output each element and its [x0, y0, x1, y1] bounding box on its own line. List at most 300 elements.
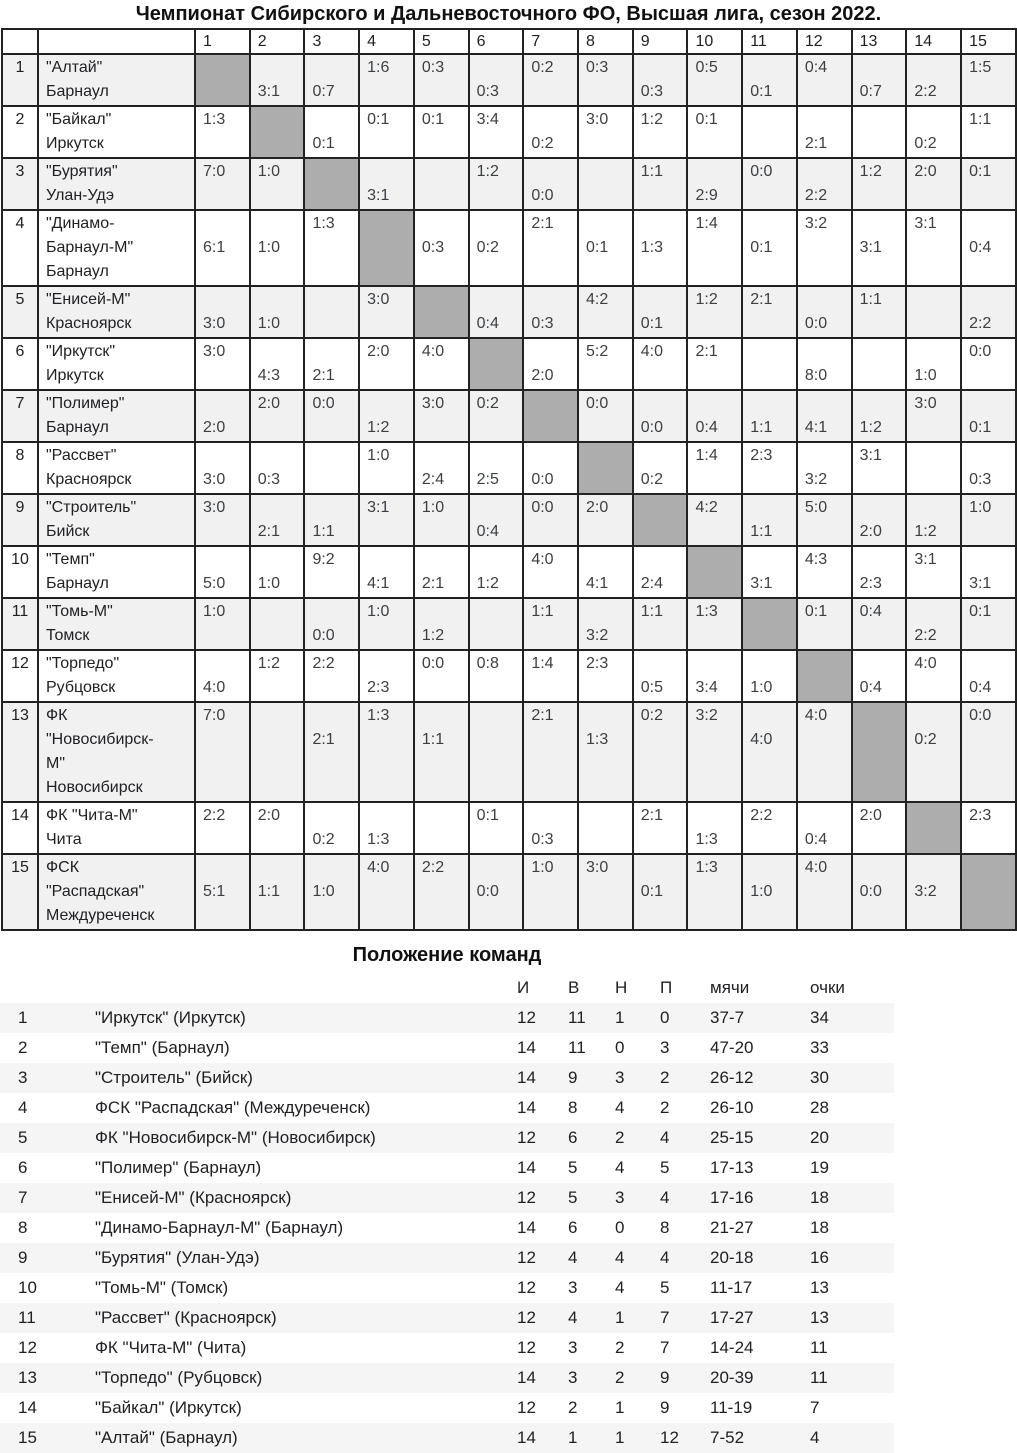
score-line-bottom [477, 416, 523, 440]
score-line-bottom [914, 236, 960, 260]
score-line-bottom: 1:2 [859, 419, 882, 436]
score-line-bottom: 1:2 [476, 575, 499, 592]
score-cell [687, 390, 742, 442]
score-line-bottom [695, 728, 741, 752]
score-line-top [477, 56, 523, 80]
score-line-bottom: 1:2 [914, 523, 937, 540]
standings-row [0, 1363, 894, 1393]
standings-rank: 6 [18, 1158, 28, 1177]
standings-col-points: 28 [810, 1098, 829, 1117]
score-cell [250, 650, 305, 702]
score-cell [742, 54, 797, 106]
score-cell [852, 802, 907, 854]
score-cell [414, 390, 469, 442]
score-line-top [367, 160, 413, 184]
score-line-top [805, 288, 851, 312]
score-line-top [531, 288, 577, 312]
team-name-line: "Бурятия" [46, 163, 118, 180]
score-line-bottom [641, 728, 687, 752]
score-line-top: 4:0 [640, 343, 663, 360]
score-cell [469, 598, 524, 650]
score-line-top [312, 856, 358, 880]
score-line-top: 1:2 [859, 163, 882, 180]
score-cell [633, 54, 688, 106]
score-cell [304, 546, 359, 598]
score-line-bottom [586, 132, 632, 156]
score-line-bottom [477, 132, 523, 156]
score-line-top: 4:0 [804, 859, 828, 876]
matrix-row [2, 546, 1016, 598]
standings-col-losses: 5 [660, 1158, 670, 1177]
score-cell [906, 286, 961, 338]
score-line-bottom [258, 676, 304, 700]
score-cell [250, 210, 305, 286]
score-line-bottom [641, 364, 687, 388]
score-line-bottom [367, 880, 413, 904]
score-cell [414, 106, 469, 158]
score-line-top [258, 56, 304, 80]
score-cell [797, 210, 852, 286]
score-cell [742, 390, 797, 442]
score-line-bottom: 4:1 [367, 575, 390, 592]
score-line-top: 2:1 [695, 343, 718, 360]
standings-row [0, 1333, 894, 1363]
score-line-top [750, 496, 796, 520]
score-line-top: 1:0 [969, 499, 992, 516]
score-line-top [312, 108, 358, 132]
score-line-top: 1:0 [421, 499, 445, 516]
score-line-bottom: 1:0 [914, 367, 937, 384]
standings-rank: 1 [18, 1008, 28, 1027]
standings-section [0, 939, 894, 1453]
score-cell [852, 158, 907, 210]
score-cell [359, 286, 414, 338]
standings-col-played: 12 [517, 1338, 536, 1357]
score-line-bottom: 0:1 [750, 83, 773, 100]
standings-team: "Томь-М" (Томск) [95, 1278, 229, 1297]
standings-col-played: 14 [517, 1068, 536, 1087]
standings-col-points: 4 [810, 1428, 820, 1447]
score-line-top [969, 212, 1015, 236]
score-cell [469, 106, 524, 158]
score-cell [687, 286, 742, 338]
standings-row [0, 1243, 894, 1273]
score-cell [414, 442, 469, 494]
score-line-bottom: 2:0 [531, 367, 554, 384]
standings-team: "Байкал" (Иркутск) [95, 1398, 242, 1417]
score-line-bottom: 2:4 [640, 575, 663, 592]
score-line-top [422, 444, 468, 468]
standings-col-played: 12 [517, 1128, 536, 1147]
score-line-bottom [805, 520, 851, 544]
score-line-top [203, 548, 249, 572]
standings-col-draws: 2 [615, 1128, 625, 1147]
score-line-top [969, 444, 1015, 468]
row-number-cell: 5 [2, 286, 38, 338]
score-line-top: 4:0 [804, 707, 828, 724]
standings-team: "Алтай" (Барнаул) [95, 1428, 238, 1447]
team-name-line: "Распадская" [46, 883, 145, 900]
score-line-bottom [258, 624, 304, 648]
score-cell [633, 598, 688, 650]
score-line-top [531, 804, 577, 828]
team-name-cell [38, 546, 195, 598]
standings-rank: 2 [18, 1038, 28, 1057]
score-cell [961, 650, 1016, 702]
score-line-top: 1:6 [367, 59, 390, 76]
team-name-line: "Торпедо" [46, 655, 120, 672]
score-line-top [641, 444, 687, 468]
team-name-line: М" [46, 755, 66, 772]
matrix-row [2, 286, 1016, 338]
score-line-top: 4:0 [914, 655, 937, 672]
team-name-line: "Байкал" [46, 111, 112, 128]
score-line-bottom [586, 828, 632, 852]
score-line-bottom [477, 728, 523, 752]
score-cell [742, 854, 797, 930]
score-cell [687, 650, 742, 702]
score-line-bottom: 1:2 [367, 419, 390, 436]
score-line-bottom: 1:1 [257, 883, 280, 900]
matrix-col-header: 15 [961, 29, 1016, 54]
score-cell [797, 158, 852, 210]
score-line-bottom: 1:3 [640, 239, 663, 256]
score-line-top: 0:1 [421, 111, 445, 128]
standings-team: "Динамо-Барнаул-М" (Барнаул) [95, 1218, 344, 1237]
score-line-top [203, 856, 249, 880]
score-line-bottom: 2:1 [312, 367, 335, 384]
score-cell [961, 390, 1016, 442]
score-cell [961, 338, 1016, 390]
score-line-bottom [312, 236, 358, 260]
score-line-bottom [203, 184, 249, 208]
score-cell [304, 854, 359, 930]
team-name-line: "Темп" [46, 551, 95, 568]
standings-col-points: 13 [810, 1308, 829, 1327]
score-line-bottom: 0:2 [640, 471, 663, 488]
score-line-top [477, 600, 523, 624]
corner-cell [2, 29, 38, 54]
score-cell [742, 442, 797, 494]
score-line-top [969, 652, 1015, 676]
score-cell [304, 442, 359, 494]
score-line-bottom [531, 676, 577, 700]
score-line-top: 2:1 [750, 291, 773, 308]
score-line-top: 0:3 [586, 59, 609, 76]
score-line-top: 4:2 [695, 499, 718, 516]
score-line-bottom: 6:1 [203, 239, 226, 256]
score-line-top [860, 340, 906, 364]
score-cell [469, 650, 524, 702]
score-line-bottom: 8:0 [804, 367, 828, 384]
score-line-bottom [695, 132, 741, 156]
team-name-line: Бийск [46, 523, 90, 540]
score-line-bottom: 2:2 [914, 83, 937, 100]
score-cell [797, 494, 852, 546]
standings-row [0, 1123, 894, 1153]
score-line-bottom: 1:0 [750, 679, 773, 696]
score-line-top [750, 212, 796, 236]
score-line-bottom [367, 312, 413, 336]
diagonal-cell [633, 494, 688, 546]
score-line-bottom [586, 520, 632, 544]
score-line-top: 1:1 [969, 111, 992, 128]
standings-team: "Полимер" (Барнаул) [95, 1158, 262, 1177]
score-cell [414, 546, 469, 598]
row-number-cell: 2 [2, 106, 38, 158]
matrix-header-row [2, 29, 1016, 54]
diagonal-cell [742, 598, 797, 650]
standings-col-draws: 1 [615, 1308, 625, 1327]
score-cell [578, 54, 633, 106]
score-line-bottom: 1:1 [750, 419, 773, 436]
team-name-cell [38, 494, 195, 546]
score-cell [195, 854, 250, 930]
score-line-top [914, 704, 960, 728]
score-line-top: 3:0 [203, 343, 226, 360]
score-line-top [695, 392, 741, 416]
score-line-top [860, 652, 906, 676]
score-line-top: 3:1 [859, 447, 882, 464]
score-cell [250, 494, 305, 546]
matrix-row [2, 158, 1016, 210]
score-cell [797, 54, 852, 106]
score-cell [742, 338, 797, 390]
score-line-bottom [750, 184, 796, 208]
diagonal-cell [359, 210, 414, 286]
team-name-line: Новосибирск [46, 779, 143, 796]
score-line-bottom [422, 80, 468, 104]
score-line-bottom: 3:1 [750, 575, 773, 592]
score-line-bottom [531, 880, 577, 904]
standings-col-points: 7 [810, 1398, 820, 1417]
score-line-bottom [750, 364, 796, 388]
score-line-bottom: 2:1 [421, 575, 445, 592]
score-line-bottom [367, 728, 413, 752]
matrix-col-header: 12 [797, 29, 852, 54]
standings-col-wins: 5 [568, 1188, 578, 1207]
score-cell [961, 442, 1016, 494]
score-cell [906, 210, 961, 286]
score-line-top: 7:0 [203, 163, 226, 180]
score-cell [906, 702, 961, 802]
score-line-top: 0:1 [367, 111, 390, 128]
score-line-top: 0:0 [969, 343, 992, 360]
team-name-line: Междуреченск [46, 907, 155, 924]
matrix-row [2, 494, 1016, 546]
score-cell [797, 702, 852, 802]
score-line-top: 4:2 [586, 291, 609, 308]
score-line-top [750, 108, 796, 132]
score-line-top: 1:3 [203, 111, 226, 128]
score-cell [523, 546, 578, 598]
score-cell [578, 702, 633, 802]
diagonal-cell [852, 702, 907, 802]
score-line-top [312, 804, 358, 828]
score-line-bottom [805, 236, 851, 260]
score-line-top: 3:1 [914, 551, 937, 568]
score-line-bottom: 0:2 [914, 731, 937, 748]
score-line-bottom [805, 572, 851, 596]
score-line-bottom [805, 880, 851, 904]
score-line-top [641, 392, 687, 416]
score-line-top [586, 212, 632, 236]
standings-table [0, 973, 894, 1453]
team-name-line: Красноярск [46, 471, 132, 488]
score-line-top [203, 288, 249, 312]
standings-col-points: 13 [810, 1278, 829, 1297]
score-line-top [805, 108, 851, 132]
score-cell [359, 54, 414, 106]
score-line-bottom: 1:1 [750, 523, 773, 540]
score-cell [304, 494, 359, 546]
score-line-bottom: 4:0 [203, 679, 226, 696]
score-line-top [258, 288, 304, 312]
score-line-top: 3:0 [421, 395, 445, 412]
row-number-cell: 11 [2, 598, 38, 650]
score-cell [687, 54, 742, 106]
score-cell [742, 802, 797, 854]
score-line-top: 1:5 [969, 59, 992, 76]
score-line-top [258, 212, 304, 236]
row-number-cell: 3 [2, 158, 38, 210]
score-line-bottom [641, 132, 687, 156]
score-line-top: 3:2 [695, 707, 718, 724]
standings-col-draws: 4 [615, 1278, 625, 1297]
score-line-bottom: 0:4 [695, 419, 718, 436]
score-cell [797, 106, 852, 158]
score-cell [414, 54, 469, 106]
score-line-top [860, 856, 906, 880]
standings-col-losses: 12 [660, 1428, 679, 1447]
matrix-col-header: 13 [852, 29, 907, 54]
standings-rank: 15 [18, 1428, 37, 1447]
score-line-top: 0:0 [750, 163, 773, 180]
score-cell [250, 442, 305, 494]
score-line-bottom: 5:0 [203, 575, 226, 592]
team-name-line: Барнаул [46, 83, 109, 100]
score-line-bottom [367, 468, 413, 492]
score-line-bottom: 0:0 [312, 627, 335, 644]
score-cell [359, 390, 414, 442]
score-cell [195, 802, 250, 854]
score-line-bottom [695, 312, 741, 336]
score-line-bottom [258, 728, 304, 752]
score-line-top [750, 392, 796, 416]
score-cell [469, 546, 524, 598]
score-line-bottom: 0:3 [421, 239, 445, 256]
score-cell [742, 546, 797, 598]
score-line-bottom [367, 624, 413, 648]
score-cell [852, 390, 907, 442]
score-cell [961, 494, 1016, 546]
matrix-col-header: 14 [906, 29, 961, 54]
score-cell [633, 210, 688, 286]
score-line-top [914, 288, 960, 312]
score-cell [633, 158, 688, 210]
matrix-col-header: 7 [523, 29, 578, 54]
standings-col-points: 18 [810, 1218, 829, 1237]
score-line-bottom: 3:2 [586, 627, 609, 644]
score-cell [852, 54, 907, 106]
standings-col-played: 14 [517, 1038, 536, 1057]
score-cell [469, 210, 524, 286]
standings-col-losses: 5 [660, 1278, 670, 1297]
score-cell [414, 494, 469, 546]
score-line-top [641, 212, 687, 236]
matrix-col-header: 5 [414, 29, 469, 54]
score-line-bottom: 3:1 [969, 575, 992, 592]
standings-col-wins: 4 [568, 1248, 578, 1267]
score-line-bottom: 0:0 [640, 419, 663, 436]
score-line-bottom: 0:4 [476, 523, 499, 540]
score-cell [414, 650, 469, 702]
score-cell [961, 702, 1016, 802]
score-line-top [531, 160, 577, 184]
standings-col-wins: 9 [568, 1068, 578, 1087]
corner-cell [38, 29, 195, 54]
score-line-bottom: 0:1 [312, 135, 335, 152]
score-cell [195, 702, 250, 802]
score-cell [687, 442, 742, 494]
standings-col-points: 33 [810, 1038, 829, 1057]
score-line-top: 1:1 [859, 291, 882, 308]
score-cell [687, 210, 742, 286]
score-line-top [258, 444, 304, 468]
standings-header-col-losses: П [660, 978, 673, 997]
score-cell [523, 106, 578, 158]
score-line-bottom [805, 728, 851, 752]
score-line-top: 0:0 [421, 655, 445, 672]
score-line-top: 1:0 [203, 603, 226, 620]
score-cell [304, 598, 359, 650]
score-cell [797, 442, 852, 494]
score-line-bottom: 0:1 [750, 239, 773, 256]
results-matrix [0, 28, 1017, 931]
score-line-bottom [258, 184, 304, 208]
score-line-top: 0:3 [421, 59, 445, 76]
score-line-top: 3:0 [586, 859, 609, 876]
standings-header-col-wins: В [568, 978, 580, 997]
score-line-top [969, 392, 1015, 416]
standings-col-losses: 0 [660, 1008, 670, 1027]
score-line-bottom [805, 80, 851, 104]
score-line-top: 3:1 [914, 215, 937, 232]
score-line-bottom: 0:5 [640, 679, 663, 696]
score-line-bottom [695, 880, 741, 904]
score-line-top: 1:1 [640, 163, 663, 180]
score-line-top [641, 652, 687, 676]
score-line-top: 4:3 [804, 551, 828, 568]
diagonal-cell [797, 650, 852, 702]
score-line-bottom [258, 828, 304, 852]
standings-col-goals: 20-18 [710, 1248, 754, 1267]
standings-col-goals: 11-19 [710, 1398, 753, 1417]
standings-col-losses: 7 [660, 1308, 670, 1327]
score-cell [414, 802, 469, 854]
score-line-top [422, 704, 468, 728]
standings-team: "Темп" (Барнаул) [95, 1038, 230, 1057]
team-name-cell [38, 802, 195, 854]
diagonal-cell [906, 802, 961, 854]
row-number-cell: 13 [2, 702, 38, 802]
standings-col-played: 14 [517, 1098, 536, 1117]
score-line-top [586, 600, 632, 624]
score-cell [633, 338, 688, 390]
score-line-top [477, 212, 523, 236]
team-name-cell [38, 158, 195, 210]
score-line-top: 0:1 [476, 807, 499, 824]
